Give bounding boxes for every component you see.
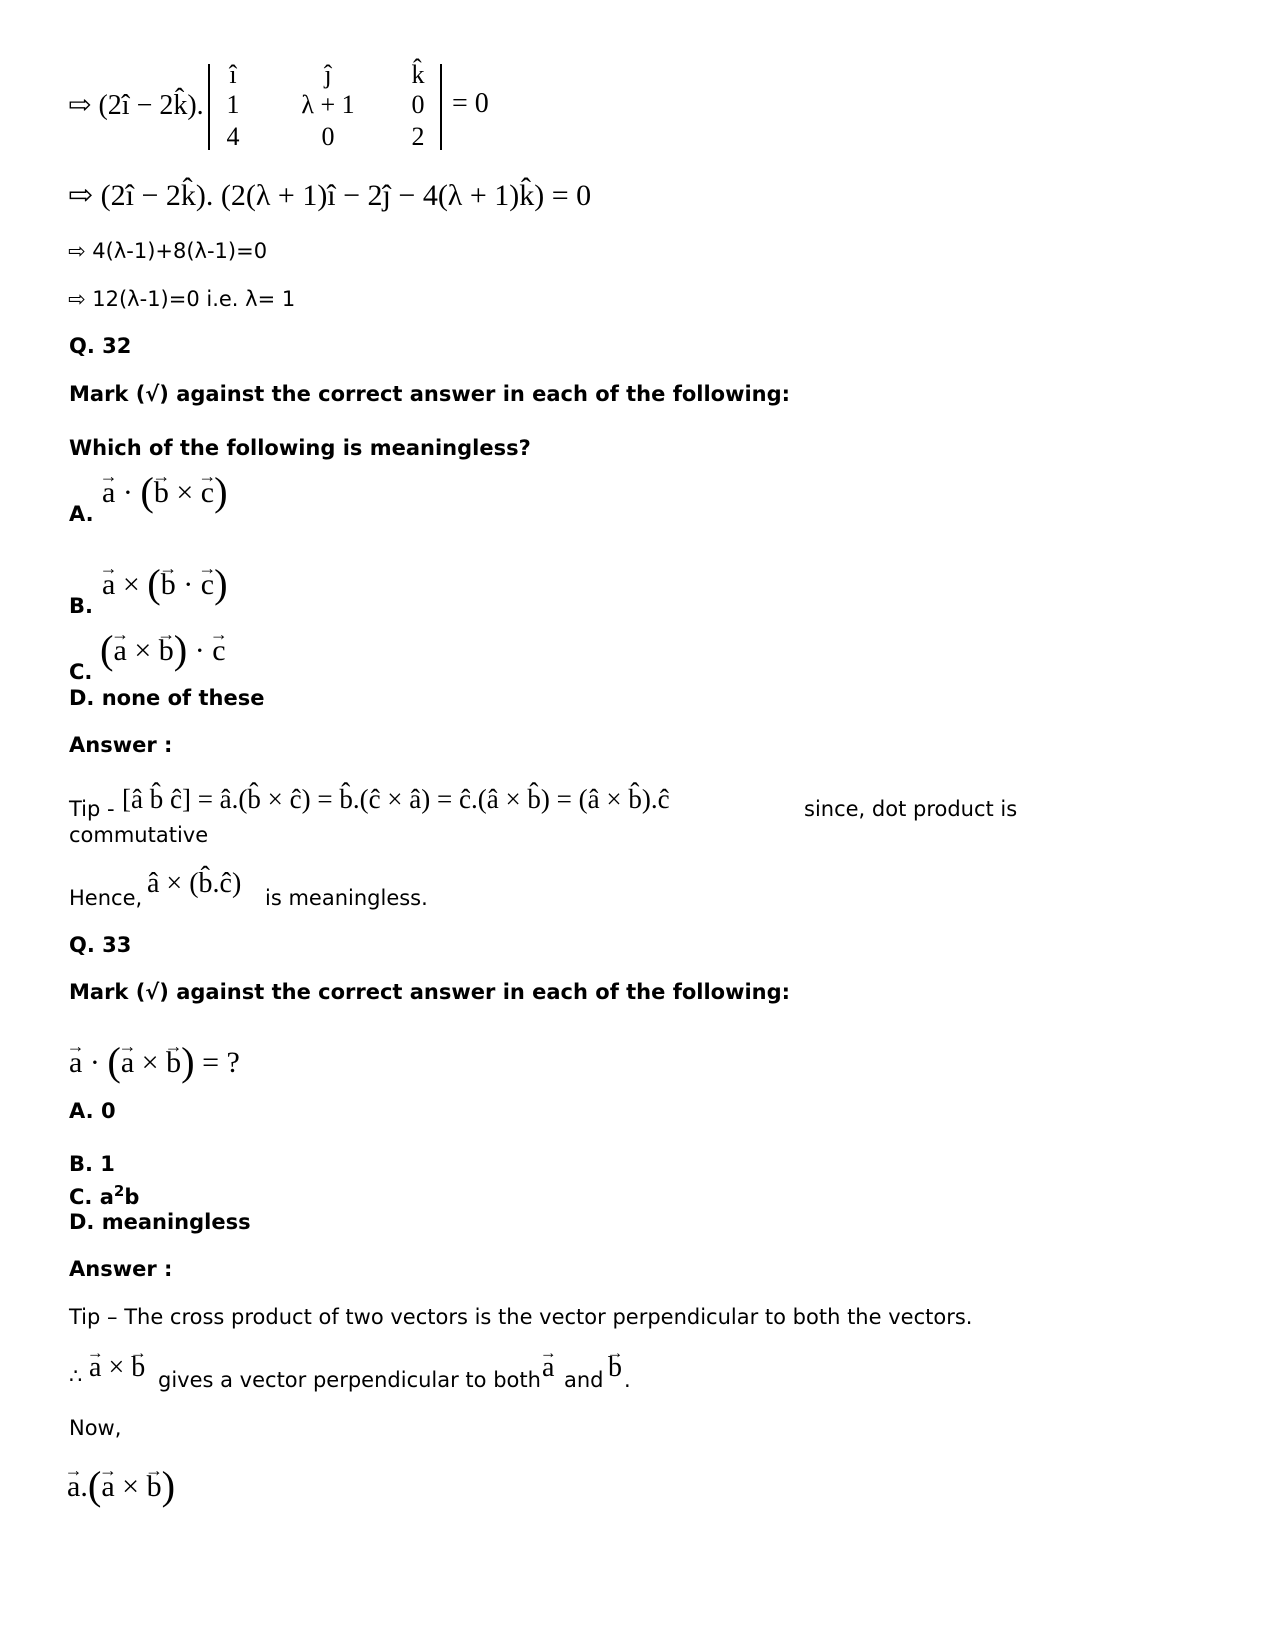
now-text: Now, (69, 1416, 122, 1440)
option-letter: A. (69, 1099, 94, 1123)
vector-b: → b (608, 1352, 622, 1384)
det-cell: ĵ (324, 60, 332, 89)
option-letter: B. (69, 594, 93, 618)
option-text-superscript: 2 (113, 1182, 125, 1200)
determinant-prefix: ⇨ (2î − 2k̂). (68, 90, 204, 121)
therefore-middle-text: gives a vector perpendicular to both (158, 1368, 541, 1392)
option-b (69, 1152, 115, 1176)
option-d (69, 1210, 251, 1234)
determinant-equals: = 0 (452, 88, 489, 119)
final-expression: → a.(→ a × → b) (67, 1462, 175, 1509)
det-cell: 1 (226, 90, 240, 119)
question-instruction: Mark (√) against the correct answer in each of the following: (69, 382, 791, 406)
therefore-symbol: ∴ (69, 1364, 83, 1388)
option-d (69, 686, 264, 710)
hence-prefix: Hence, (69, 886, 143, 910)
det-cell: 0 (321, 122, 335, 151)
option-c (69, 1182, 139, 1209)
expanded-equation: ⇨ (2î − 2k̂). (2(λ + 1)î − 2ĵ − 4(λ + 1)k̂) = 0 (68, 179, 592, 212)
det-cell: k̂ (411, 60, 425, 89)
option-a-expression: → a · (→ b × → c) (102, 468, 228, 515)
option-c-expression: (→ a × → b) · → c (100, 626, 226, 673)
option-letter: A. (69, 502, 94, 526)
simplified-equation: ⇨ 4(λ-1)+8(λ-1)=0 (68, 239, 268, 263)
question-instruction: Mark (√) against the correct answer in each of the following: (69, 980, 791, 1004)
option-letter: C. (69, 660, 93, 684)
hence-suffix: is meaningless. (265, 886, 428, 910)
det-left-bar (208, 64, 210, 150)
tip-suffix: since, dot product is (804, 797, 1018, 821)
question-number: Q. 32 (69, 334, 132, 358)
option-text: 1 (100, 1152, 115, 1176)
therefore-cross-expression: → a × → b (89, 1352, 145, 1384)
therefore-and: and (564, 1368, 604, 1392)
answer-label: Answer : (69, 733, 173, 757)
option-b-expression: → a × (→ b · → c) (102, 560, 228, 607)
det-cell: 4 (226, 122, 240, 151)
option-text: none of these (101, 686, 265, 710)
option-letter: D. (69, 1210, 95, 1234)
option-text: 0 (100, 1099, 116, 1123)
therefore-period: . (624, 1368, 631, 1392)
question-number: Q. 33 (69, 933, 132, 957)
option-a (69, 1099, 116, 1123)
det-cell: 2 (411, 122, 425, 151)
option-text-base: a (99, 1185, 114, 1209)
det-cell: î (229, 60, 237, 89)
det-cell: 0 (411, 90, 425, 119)
lambda-solution: ⇨ 12(λ-1)=0 i.e. λ= 1 (68, 287, 296, 311)
option-text-tail: b (124, 1185, 140, 1209)
answer-label: Answer : (69, 1257, 173, 1281)
tip-formula: [â b̂ ĉ] = â.(b̂ × ĉ) = b̂.(ĉ × â) = ĉ.(â × b̂) = (â × b̂).ĉ (122, 784, 670, 814)
question-text: Which of the following is meaningless? (69, 436, 531, 460)
det-cell: λ + 1 (301, 90, 355, 119)
option-letter: C. (69, 1185, 93, 1209)
hence-formula: â × (b̂.ĉ) (147, 868, 242, 899)
option-letter: D. (69, 686, 95, 710)
tip-prefix: Tip - (69, 797, 115, 821)
therefore-line (69, 1350, 769, 1395)
tip-text: Tip – The cross product of two vectors is the vector perpendicular to both the vectors. (69, 1305, 973, 1329)
determinant-matrix (208, 60, 444, 155)
question-expression: → a · (→ a × → b) = ? (69, 1038, 240, 1085)
option-text: meaningless (101, 1210, 251, 1234)
tip-continuation: commutative (69, 823, 209, 847)
vector-a: → a (542, 1352, 554, 1384)
option-letter: B. (69, 1152, 93, 1176)
det-right-bar (440, 64, 442, 150)
determinant-equation (68, 60, 489, 155)
